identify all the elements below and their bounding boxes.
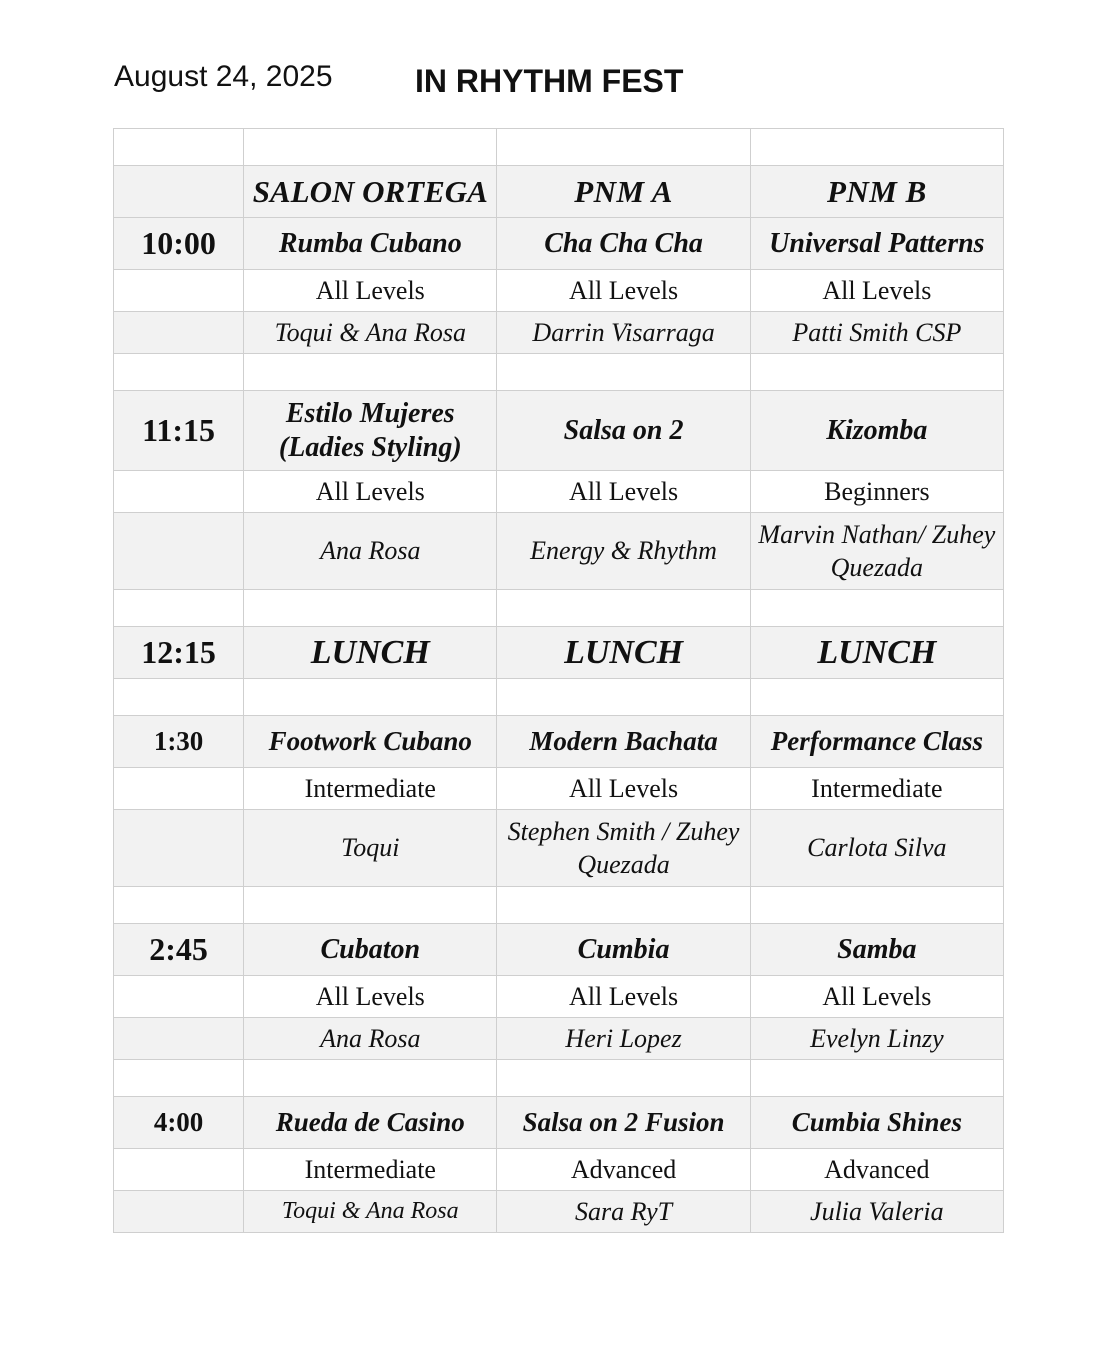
schedule-table xyxy=(113,128,1004,1233)
schedule-date: August 24, 2025 xyxy=(114,60,333,93)
spacer-row xyxy=(114,679,1004,716)
class-instructor: Stephen Smith / Zuhey Quezada xyxy=(497,810,750,887)
class-instructor: Julia Valeria xyxy=(750,1191,1003,1233)
class-level: All Levels xyxy=(497,270,750,312)
class-name: Rumba Cubano xyxy=(244,218,497,270)
class-instructor: Evelyn Linzy xyxy=(750,1018,1003,1060)
class-level: All Levels xyxy=(244,471,497,513)
time-slot: 12:15 xyxy=(114,627,244,679)
class-instructor: Patti Smith CSP xyxy=(750,312,1003,354)
class-row xyxy=(114,924,1004,976)
class-row xyxy=(114,716,1004,768)
lunch-label: LUNCH xyxy=(497,627,750,679)
class-instructor: Ana Rosa xyxy=(244,513,497,590)
level-row xyxy=(114,270,1004,312)
room-header: PNM B xyxy=(750,166,1003,218)
spacer-row xyxy=(114,354,1004,391)
room-header: PNM A xyxy=(497,166,750,218)
class-name: Cha Cha Cha xyxy=(497,218,750,270)
class-level: Intermediate xyxy=(750,768,1003,810)
class-name: Universal Patterns xyxy=(750,218,1003,270)
level-row xyxy=(114,1149,1004,1191)
class-level: Advanced xyxy=(497,1149,750,1191)
class-level: Advanced xyxy=(750,1149,1003,1191)
class-instructor: Ana Rosa xyxy=(244,1018,497,1060)
class-name: Cumbia Shines xyxy=(750,1097,1003,1149)
class-instructor: Darrin Visarraga xyxy=(497,312,750,354)
class-name: Samba xyxy=(750,924,1003,976)
class-name: Cumbia xyxy=(497,924,750,976)
class-level: Intermediate xyxy=(244,1149,497,1191)
class-name: Rueda de Casino xyxy=(244,1097,497,1149)
class-row xyxy=(114,1097,1004,1149)
class-level: All Levels xyxy=(497,768,750,810)
lunch-row xyxy=(114,627,1004,679)
instructor-row xyxy=(114,513,1004,590)
class-instructor: Toqui xyxy=(244,810,497,887)
spacer-row xyxy=(114,1060,1004,1097)
class-instructor: Heri Lopez xyxy=(497,1018,750,1060)
class-level: Beginners xyxy=(750,471,1003,513)
class-instructor: Marvin Nathan/ Zuhey Quezada xyxy=(750,513,1003,590)
level-row xyxy=(114,768,1004,810)
class-level: Intermediate xyxy=(244,768,497,810)
lunch-label: LUNCH xyxy=(750,627,1003,679)
spacer-row xyxy=(114,590,1004,627)
room-header: SALON ORTEGA xyxy=(244,166,497,218)
class-instructor: Toqui & Ana Rosa xyxy=(244,1191,497,1233)
class-instructor: Sara RyT xyxy=(497,1191,750,1233)
class-name: Modern Bachata xyxy=(497,716,750,768)
class-level: All Levels xyxy=(750,976,1003,1018)
event-title: IN RHYTHM FEST xyxy=(415,63,684,99)
class-row xyxy=(114,218,1004,270)
time-slot: 2:45 xyxy=(114,924,244,976)
class-instructor: Toqui & Ana Rosa xyxy=(244,312,497,354)
class-row xyxy=(114,391,1004,471)
instructor-row xyxy=(114,810,1004,887)
class-name: Salsa on 2 xyxy=(497,391,750,471)
lunch-label: LUNCH xyxy=(244,627,497,679)
class-name: Estilo Mujeres (Ladies Styling) xyxy=(244,391,497,471)
class-name: Performance Class xyxy=(750,716,1003,768)
time-slot: 4:00 xyxy=(114,1097,244,1149)
class-name: Salsa on 2 Fusion xyxy=(497,1097,750,1149)
time-slot: 1:30 xyxy=(114,716,244,768)
instructor-row xyxy=(114,1191,1004,1233)
time-column-header xyxy=(114,166,244,218)
level-row xyxy=(114,471,1004,513)
time-slot: 10:00 xyxy=(114,218,244,270)
instructor-row xyxy=(114,312,1004,354)
class-name: Footwork Cubano xyxy=(244,716,497,768)
class-level: All Levels xyxy=(750,270,1003,312)
class-level: All Levels xyxy=(244,976,497,1018)
level-row xyxy=(114,976,1004,1018)
time-slot: 11:15 xyxy=(114,391,244,471)
spacer-row xyxy=(114,129,1004,166)
spacer-row xyxy=(114,887,1004,924)
room-header-row xyxy=(114,166,1004,218)
class-level: All Levels xyxy=(497,976,750,1018)
class-level: All Levels xyxy=(244,270,497,312)
class-instructor: Carlota Silva xyxy=(750,810,1003,887)
class-level: All Levels xyxy=(497,471,750,513)
instructor-row xyxy=(114,1018,1004,1060)
class-name: Kizomba xyxy=(750,391,1003,471)
class-name: Cubaton xyxy=(244,924,497,976)
class-instructor: Energy & Rhythm xyxy=(497,513,750,590)
